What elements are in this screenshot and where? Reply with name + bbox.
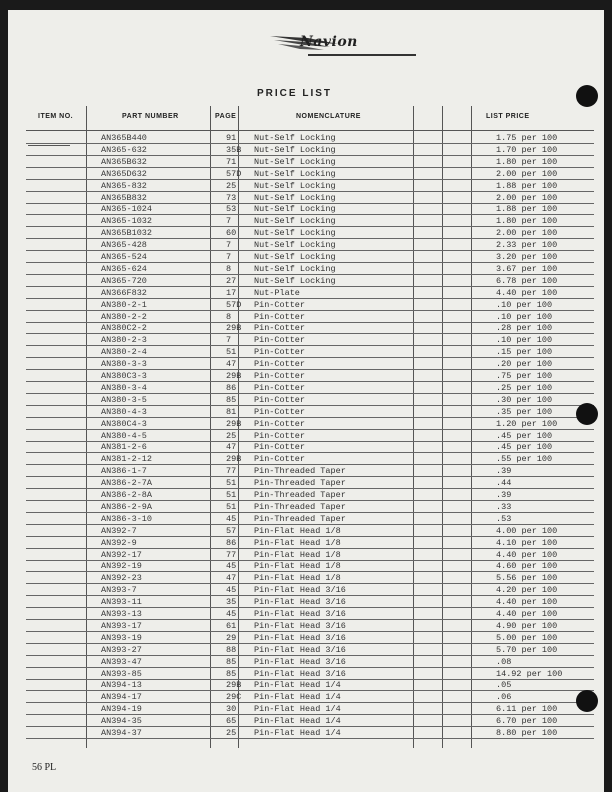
- part-number-cell: AN393-7: [101, 585, 137, 596]
- part-number-cell: AN380C2-2: [101, 323, 147, 334]
- table-row: [26, 715, 594, 727]
- part-number-cell: AN380-2-3: [101, 335, 147, 346]
- part-number-cell: AN393-27: [101, 644, 142, 655]
- list-price-cell: .25 per 100: [496, 382, 553, 393]
- nomenclature-cell: Pin-Flat Head 1/8: [254, 525, 341, 536]
- page-cell: 91: [226, 133, 237, 143]
- list-price-cell: 3.67 per 100: [496, 263, 558, 274]
- col-header-nomenclature: NOMENCLATURE: [296, 113, 361, 120]
- page-cell: 81: [226, 406, 237, 417]
- nomenclature-cell: Nut-Self Locking: [254, 216, 336, 227]
- list-price-cell: .10 per 100: [496, 311, 553, 322]
- table-row: [26, 679, 594, 691]
- nomenclature-cell: Pin-Cotter: [254, 335, 306, 346]
- page-cell: 27: [226, 275, 237, 286]
- list-price-cell: 14.92 per 100: [496, 668, 563, 679]
- price-list-page: [8, 10, 604, 792]
- page-cell: 57: [226, 525, 237, 536]
- part-number-cell: AN366F832: [101, 287, 147, 298]
- list-price-cell: 1.80 per 100: [496, 156, 558, 167]
- list-price-cell: 5.56 per 100: [496, 573, 558, 584]
- nomenclature-cell: Pin-Threaded Taper: [254, 501, 346, 512]
- part-number-cell: AN365B1032: [101, 228, 153, 239]
- list-price-cell: .53: [496, 513, 512, 524]
- table-row: [26, 430, 594, 442]
- nomenclature-cell: Pin-Flat Head 1/4: [254, 704, 341, 715]
- list-price-cell: 6.78 per 100: [496, 275, 558, 286]
- table-row: [26, 132, 594, 144]
- page-cell: 65: [226, 716, 237, 727]
- page-cell: 45: [226, 609, 237, 619]
- table-row: [26, 156, 594, 168]
- page-cell: 60: [226, 228, 237, 239]
- page-cell: 29C: [226, 692, 242, 703]
- table-row: [26, 537, 594, 549]
- table-row: [26, 453, 594, 465]
- page-cell: 77: [226, 466, 237, 477]
- part-number-cell: AN392-17: [101, 549, 142, 560]
- page-cell: 29B: [226, 454, 242, 465]
- list-price-cell: 3.20 per 100: [496, 252, 558, 262]
- list-price-cell: .06: [496, 692, 512, 703]
- table-row: [26, 215, 594, 227]
- part-number-cell: AN380-2-2: [101, 311, 147, 322]
- list-price-cell: .05: [496, 680, 512, 691]
- part-number-cell: AN380-2-1: [101, 299, 147, 310]
- table-row: [26, 691, 594, 703]
- part-number-cell: AN380-2-4: [101, 347, 147, 358]
- part-number-cell: AN392-9: [101, 537, 137, 548]
- list-price-cell: .55 per 100: [496, 454, 553, 465]
- table-row: [26, 394, 594, 406]
- nomenclature-cell: Nut-Self Locking: [254, 144, 336, 155]
- part-number-cell: AN365-1032: [101, 216, 153, 227]
- table-row: [26, 311, 594, 323]
- part-number-cell: AN365-720: [101, 275, 147, 286]
- nomenclature-cell: Pin-Flat Head 3/16: [254, 632, 346, 643]
- part-number-cell: AN392-19: [101, 561, 142, 572]
- list-price-cell: 2.00 per 100: [496, 228, 558, 239]
- col-header-page: PAGE: [215, 113, 237, 120]
- table-row: [26, 251, 594, 263]
- nomenclature-cell: Pin-Flat Head 1/4: [254, 728, 341, 738]
- page-cell: 29B: [226, 371, 242, 381]
- nomenclature-cell: Pin-Cotter: [254, 418, 306, 429]
- list-price-cell: 1.88 per 100: [496, 204, 558, 215]
- table-row: [26, 358, 594, 370]
- list-price-cell: 2.33 per 100: [496, 240, 558, 251]
- page-cell: 73: [226, 192, 237, 203]
- nomenclature-cell: Nut-Self Locking: [254, 275, 336, 286]
- part-number-cell: AN365D632: [101, 168, 147, 179]
- page-cell: 17: [226, 287, 237, 298]
- list-price-cell: .15 per 100: [496, 347, 553, 358]
- nomenclature-cell: Pin-Cotter: [254, 406, 306, 417]
- nomenclature-cell: Pin-Flat Head 3/16: [254, 585, 346, 596]
- list-price-cell: 4.40 per 100: [496, 549, 558, 560]
- nomenclature-cell: Pin-Cotter: [254, 323, 306, 334]
- page-footer: 56 PL: [32, 762, 57, 773]
- page-cell: 71: [226, 156, 237, 167]
- table-row: [26, 168, 594, 180]
- page-title: PRICE LIST: [257, 88, 333, 99]
- page-cell: 86: [226, 382, 237, 393]
- part-number-cell: AN386-3-10: [101, 513, 153, 524]
- table-row: [26, 656, 594, 668]
- part-number-cell: AN381-2-12: [101, 454, 153, 465]
- part-number-cell: AN386-2-8A: [101, 490, 153, 500]
- nomenclature-cell: Nut-Self Locking: [254, 192, 336, 203]
- table-row: [26, 346, 594, 358]
- nomenclature-cell: Pin-Flat Head 3/16: [254, 656, 346, 667]
- nomenclature-cell: Pin-Flat Head 3/16: [254, 597, 346, 608]
- part-number-cell: AN393-85: [101, 668, 142, 679]
- row-rule: [26, 738, 594, 739]
- part-number-cell: AN365-624: [101, 263, 147, 274]
- part-number-cell: AN393-11: [101, 597, 142, 608]
- page-cell: 8: [226, 311, 232, 322]
- page-cell: 57D: [226, 168, 242, 179]
- page-cell: 45: [226, 513, 237, 524]
- table-row: [26, 370, 594, 382]
- page-cell: 45: [226, 585, 237, 596]
- page-cell: 85: [226, 668, 237, 679]
- page-cell: 47: [226, 573, 237, 584]
- part-number-cell: AN365B440: [101, 133, 147, 143]
- part-number-cell: AN386-1-7: [101, 466, 147, 477]
- table-row: [26, 418, 594, 430]
- page-cell: 51: [226, 478, 237, 489]
- list-price-cell: .10 per 100: [496, 299, 553, 310]
- page-cell: 29B: [226, 680, 242, 691]
- list-price-cell: 1.75 per 100: [496, 133, 558, 143]
- part-number-cell: AN381-2-6: [101, 442, 147, 453]
- list-price-cell: 1.88 per 100: [496, 180, 558, 191]
- page-cell: 25: [226, 728, 237, 738]
- nomenclature-cell: Pin-Flat Head 1/8: [254, 573, 341, 584]
- nomenclature-cell: Nut-Self Locking: [254, 133, 336, 143]
- table-row: [26, 441, 594, 453]
- col-header-list-price: LIST PRICE: [486, 113, 530, 120]
- nomenclature-cell: Pin-Flat Head 1/4: [254, 716, 341, 727]
- part-number-cell: AN392-23: [101, 573, 142, 584]
- part-number-cell: AN394-19: [101, 704, 142, 715]
- part-number-cell: AN386-2-9A: [101, 501, 153, 512]
- part-number-cell: AN365B832: [101, 192, 147, 203]
- nomenclature-cell: Nut-Plate: [254, 287, 300, 298]
- list-price-cell: 4.40 per 100: [496, 609, 558, 619]
- col-header-part-number: PART NUMBER: [122, 113, 179, 120]
- list-price-cell: .33: [496, 501, 512, 512]
- logo-underline: [308, 54, 416, 56]
- part-number-cell: AN380-4-5: [101, 430, 147, 441]
- table-row: [26, 549, 594, 561]
- nomenclature-cell: Pin-Cotter: [254, 442, 306, 453]
- nomenclature-cell: Nut-Self Locking: [254, 252, 336, 262]
- nomenclature-cell: Pin-Threaded Taper: [254, 513, 346, 524]
- list-price-cell: 4.40 per 100: [496, 287, 558, 298]
- page-cell: 57D: [226, 299, 242, 310]
- page-cell: 8: [226, 263, 232, 274]
- page-cell: 86: [226, 537, 237, 548]
- part-number-cell: AN380-3-3: [101, 359, 147, 370]
- part-number-cell: AN380C4-3: [101, 418, 147, 429]
- page-cell: 29B: [226, 323, 242, 334]
- part-number-cell: AN394-13: [101, 680, 142, 691]
- list-price-cell: .39: [496, 466, 512, 477]
- page-cell: 53: [226, 204, 237, 215]
- nomenclature-cell: Pin-Flat Head 1/8: [254, 537, 341, 548]
- part-number-cell: AN393-19: [101, 632, 142, 643]
- list-price-cell: 1.70 per 100: [496, 144, 558, 155]
- list-price-cell: .28 per 100: [496, 323, 553, 334]
- nomenclature-cell: Pin-Cotter: [254, 371, 306, 381]
- part-number-cell: AN394-35: [101, 716, 142, 727]
- list-price-cell: 1.20 per 100: [496, 418, 558, 429]
- list-price-cell: 5.00 per 100: [496, 632, 558, 643]
- list-price-cell: .10 per 100: [496, 335, 553, 346]
- page-cell: 47: [226, 359, 237, 370]
- list-price-cell: .39: [496, 490, 512, 500]
- table-row: [26, 180, 594, 192]
- part-number-cell: AN392-7: [101, 525, 137, 536]
- nomenclature-cell: Pin-Cotter: [254, 311, 306, 322]
- table-row: [26, 513, 594, 525]
- page-cell: 51: [226, 501, 237, 512]
- page-cell: 7: [226, 240, 232, 251]
- list-price-cell: 8.80 per 100: [496, 728, 558, 738]
- table-row: [26, 263, 594, 275]
- table-row: [26, 644, 594, 656]
- nomenclature-cell: Pin-Cotter: [254, 430, 306, 441]
- part-number-cell: AN380-4-3: [101, 406, 147, 417]
- list-price-cell: 2.00 per 100: [496, 192, 558, 203]
- table-row: [26, 275, 594, 287]
- page-cell: 7: [226, 335, 232, 346]
- table-row: [26, 596, 594, 608]
- table-row: [26, 703, 594, 715]
- part-number-cell: AN365-832: [101, 180, 147, 191]
- page-cell: 61: [226, 620, 237, 631]
- list-price-cell: .45 per 100: [496, 442, 553, 453]
- table-row: [26, 322, 594, 334]
- list-price-cell: 4.00 per 100: [496, 525, 558, 536]
- nomenclature-cell: Pin-Cotter: [254, 454, 306, 465]
- part-number-cell: AN394-37: [101, 728, 142, 738]
- page-cell: 47: [226, 442, 237, 453]
- part-number-cell: AN365B632: [101, 156, 147, 167]
- nomenclature-cell: Pin-Flat Head 1/4: [254, 680, 341, 691]
- table-row: [26, 287, 594, 299]
- page-cell: 7: [226, 252, 232, 262]
- table-row: [26, 203, 594, 215]
- list-price-cell: 4.40 per 100: [496, 597, 558, 608]
- list-price-cell: 5.70 per 100: [496, 644, 558, 655]
- nomenclature-cell: Nut-Self Locking: [254, 240, 336, 251]
- header-rule: [26, 130, 594, 131]
- page-cell: 25: [226, 430, 237, 441]
- nomenclature-cell: Pin-Threaded Taper: [254, 490, 346, 500]
- list-price-cell: .35 per 100: [496, 406, 553, 417]
- nomenclature-cell: Nut-Self Locking: [254, 156, 336, 167]
- page-cell: 7: [226, 216, 232, 227]
- part-number-cell: AN393-13: [101, 609, 142, 619]
- punch-hole: [576, 85, 598, 107]
- navion-logo: Navion: [300, 34, 358, 50]
- nomenclature-cell: Pin-Cotter: [254, 394, 306, 405]
- nomenclature-cell: Pin-Flat Head 3/16: [254, 609, 346, 619]
- table-row: [26, 489, 594, 501]
- part-number-cell: AN365-632: [101, 144, 147, 155]
- page-cell: 51: [226, 347, 237, 358]
- nomenclature-cell: Pin-Cotter: [254, 347, 306, 358]
- list-price-cell: 4.60 per 100: [496, 561, 558, 572]
- punch-hole: [576, 690, 598, 712]
- table-row: [26, 501, 594, 513]
- nomenclature-cell: Nut-Self Locking: [254, 263, 336, 274]
- nomenclature-cell: Nut-Self Locking: [254, 204, 336, 215]
- table-row: [26, 465, 594, 477]
- nomenclature-cell: Nut-Self Locking: [254, 180, 336, 191]
- list-price-cell: .08: [496, 656, 512, 667]
- page-cell: 85: [226, 394, 237, 405]
- page-cell: 51: [226, 490, 237, 500]
- table-row: [26, 620, 594, 632]
- page-cell: 85: [226, 656, 237, 667]
- part-number-cell: AN380-3-4: [101, 382, 147, 393]
- list-price-cell: 4.10 per 100: [496, 537, 558, 548]
- table-row: [26, 632, 594, 644]
- table-row: [26, 406, 594, 418]
- table-row: [26, 727, 594, 739]
- table-row: [26, 584, 594, 596]
- list-price-cell: .75 per 100: [496, 371, 553, 381]
- page-cell: 25: [226, 180, 237, 191]
- part-number-cell: AN365-1024: [101, 204, 153, 215]
- part-number-cell: AN365-524: [101, 252, 147, 262]
- nomenclature-cell: Pin-Threaded Taper: [254, 466, 346, 477]
- table-row: [26, 525, 594, 537]
- page-cell: 77: [226, 549, 237, 560]
- list-price-cell: 1.80 per 100: [496, 216, 558, 227]
- list-price-cell: 4.90 per 100: [496, 620, 558, 631]
- table-row: [26, 144, 594, 156]
- part-number-cell: AN394-17: [101, 692, 142, 703]
- list-price-cell: 6.11 per 100: [496, 704, 558, 715]
- table-row: [26, 382, 594, 394]
- list-price-cell: 2.00 per 100: [496, 168, 558, 179]
- nomenclature-cell: Pin-Flat Head 3/16: [254, 668, 346, 679]
- table-row: [26, 239, 594, 251]
- part-number-cell: AN386-2-7A: [101, 478, 153, 489]
- nomenclature-cell: Pin-Threaded Taper: [254, 478, 346, 489]
- part-number-cell: AN380C3-3: [101, 371, 147, 381]
- part-number-cell: AN380-3-5: [101, 394, 147, 405]
- list-price-cell: 6.70 per 100: [496, 716, 558, 727]
- nomenclature-cell: Pin-Flat Head 1/8: [254, 549, 341, 560]
- list-price-cell: .45 per 100: [496, 430, 553, 441]
- nomenclature-cell: Nut-Self Locking: [254, 228, 336, 239]
- part-number-cell: AN393-17: [101, 620, 142, 631]
- table-row: [26, 572, 594, 584]
- table-row: [26, 192, 594, 204]
- table-row: [26, 668, 594, 680]
- page-cell: 29: [226, 632, 237, 643]
- nomenclature-cell: Pin-Cotter: [254, 299, 306, 310]
- col-header-item-no: ITEM NO.: [38, 113, 74, 120]
- part-number-cell: AN393-47: [101, 656, 142, 667]
- nomenclature-cell: Pin-Cotter: [254, 359, 306, 370]
- list-price-cell: .20 per 100: [496, 359, 553, 370]
- nomenclature-cell: Pin-Cotter: [254, 382, 306, 393]
- page-cell: 35: [226, 597, 237, 608]
- punch-hole: [576, 403, 598, 425]
- page-cell: 29B: [226, 418, 242, 429]
- nomenclature-cell: Pin-Flat Head 3/16: [254, 644, 346, 655]
- list-price-cell: 4.20 per 100: [496, 585, 558, 596]
- page-cell: 88: [226, 644, 237, 655]
- table-row: [26, 299, 594, 311]
- page-cell: 45: [226, 561, 237, 572]
- table-row: [26, 334, 594, 346]
- page-cell: 35B: [226, 144, 242, 155]
- table-row: [26, 608, 594, 620]
- nomenclature-cell: Pin-Flat Head 1/8: [254, 561, 341, 572]
- table-row: [26, 560, 594, 572]
- table-row: [26, 477, 594, 489]
- nomenclature-cell: Nut-Self Locking: [254, 168, 336, 179]
- part-number-cell: AN365-428: [101, 240, 147, 251]
- list-price-cell: .44: [496, 478, 512, 489]
- nomenclature-cell: Pin-Flat Head 3/16: [254, 620, 346, 631]
- page-cell: 30: [226, 704, 237, 715]
- table-row: [26, 227, 594, 239]
- nomenclature-cell: Pin-Flat Head 1/4: [254, 692, 341, 703]
- list-price-cell: .30 per 100: [496, 394, 553, 405]
